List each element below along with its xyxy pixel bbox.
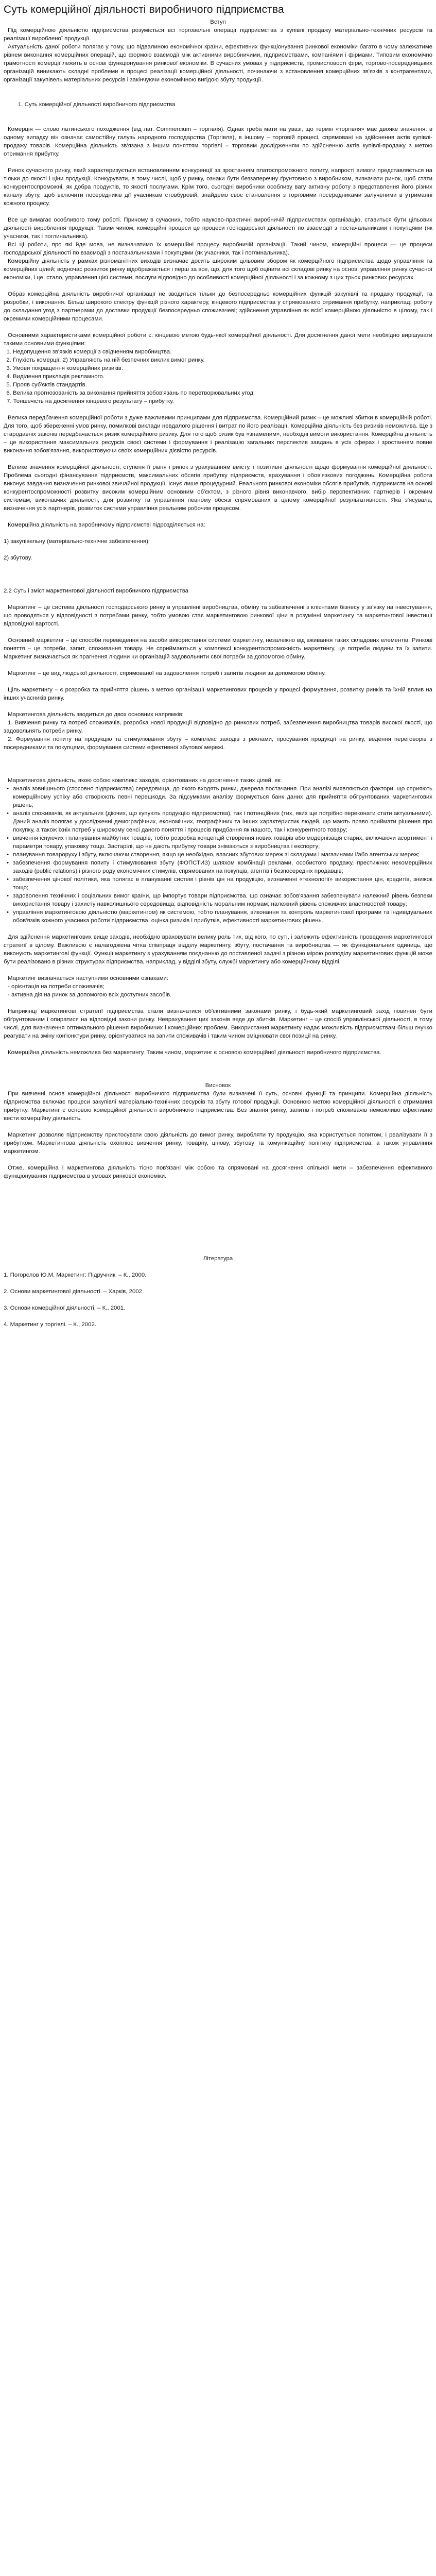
references-list [4, 1271, 432, 1329]
conclusion-heading: Висновок [205, 1082, 231, 1089]
list-item: • задоволення технічних і соціальних вимог країни, що імпортує товари підприємства, що означає зобов'язання забезпечувати належний рівень безпеки використання товару і захисту навколишнього середовища; відповідність моральним нормам; належний рівень споживчих властивостей товару; [13, 892, 432, 908]
reference-item: 3. Основи комерційної діяльності. – К., 2001. [4, 1305, 126, 1311]
list-item: • управління маркетинговою діяльністю (маркетингом) як системою, тобто планування, виконання та контроль маркетингової програми та індивідуальних обов'язків кожного учасника роботи підприємства, оцінка ризиків і прибутків, ефективності маркетингових рішень. [13, 908, 432, 925]
list-item: 7. Тоншечість на досягнення кінцевого результату – прибутку. [7, 398, 174, 404]
body-paragraph: Отже, комерційна і маркетингова діяльність тісно пов'язані між собою та спрямовані на досягнення спільної мети – забезпечення ефективного функціонування підприємства в умовах ринкової економіки. [4, 1165, 432, 1179]
reference-item: 4. Маркетинг у торгівлі. – К., 2002. [4, 1321, 96, 1328]
body-paragraph: Все це вимагає особливого тому роботі. Причому в сучасних, тобто науково-практичні виробничій підприємствах організацію, ставиться бути цільових діяльності вироблення продукції. Таким чином, комерційні процеси це процеси господарської діяльності по взаємодії з постачальниками і покупцями (як учасники, так і поглинальника). [4, 217, 432, 240]
body-paragraph: Комерційна діяльність неможлива без маркетингу. Таким чином, маркетинг є основою комерційної діяльності виробничого підприємства. [8, 1049, 381, 1056]
list-item: • аналіз споживачів, як актуальних (діючих, що купують продукцію підприємства), так і потенційних (тих, яких ще потрібно переконати стати актуальними). Даний аналіз полягає у дослідженні демографічних, економічних, географічних та інших характеристик людей, що мають право приймати рішення про покупку, а також їхніх потреб у широкому сенсі даного поняття і процесів придбання як нашого, так і конкурентного товару; [13, 809, 432, 834]
reference-item: 1. Погорєлов Ю.М. Маркетинг: Підручник. – К., 2000. [4, 1272, 147, 1278]
body-paragraph: 2) збутову. [4, 555, 32, 561]
body-paragraph: - орієнтація на потреби споживачів; [8, 984, 104, 990]
body-paragraph: Маркетингова діяльність, якою собою комплекс заходів, орієнтованих на досягнення таких цілей, як: [8, 777, 282, 784]
body-paragraph: 2. Формування попиту на продукцію та стимулювання збуту – комплекс заходів з реклами, просування продукції на ринку, ведення переговорів з посередниками та покупцями, формування системи ефективної збутової мережі. [4, 736, 432, 751]
body-paragraph: Для здійснення маркетингових вище заходів, необхідно враховувати велику роль тих, від кого, по суті, і залежить ефективність проведення маркетингової стратегії в цілому. Важливою є налагоджена чітка співпраця відділу маркетингу, збуту, постачання та виробництва — як функціональних одиниць, що виконують маркетингові функції. Функції маркетингу з урахуванням поєднанню до поставленої задачі з різною мірою розподілу маркетингових функцій може бути реалізовано в різних структурах підприємства, наприклад, у відділі збуту, службі маркетингу або комерційному відділі. [4, 934, 432, 965]
list-item: • забезпечення формування попиту і стимулювання збуту (ФОПСТИЗ) шляхом комбінації реклами, особистого продажу, престижних некомерційних заходів (public relations) і різного роду економічних стимулів, спрямованих на покупців, агентів і безпосередніх продавців; [13, 859, 432, 875]
body-paragraph: Маркетингова діяльність зводиться до двох основних напрямків: [8, 711, 184, 718]
body-paragraph: 1. Вивчення ринку та потреб споживачів, розробка нової продукції відповідно до ринкових потреб, забезпечення виробництва товарів високої якості, що задовольнять потреби ринку. [4, 720, 432, 734]
body-paragraph: Наприкінці маркетингові стратегії підприємства стали визначатися об'єктивними законами ринку, і будь-який маркетинговий захід повинен бути обґрунтованим і опиратися на відповідні закони ринку. Неврахування цих законів веде до збитків. Маркетинг – це спосіб управлінської діяльності, в тому числі, для визначення оптимального рішення виробничих і комерційних проблем. Використання маркетингу надає можливість підприємствам більш гнучко реагувати на зміну кон'юнктури ринку, орієнтуватися на запити споживачів і таким чином зміцнювати свої позиції на ринку. [4, 1008, 432, 1039]
body-paragraph: Основними характеристиками комерційної роботи є: кінцевою метою будь-якої комерційної діяльності. Для досягнення даної мети необхідно вирішувати такими основними функціями: [4, 332, 432, 347]
body-paragraph: Велика передбачення комерційної роботи з дуже важливими принципами для підприємства. Комерційний ризик – це можливі збитки в комерційній роботі. Для того, щоб збереженні умов ринку, помилкові виклади невдалого рішення і витрат по його реалізації. Комерційна діяльність без ризиків неможлива. Ще з стародавніх законів передбачається ризик комерційного ризику. Для того щоб ризик був «знаменим», необхідні вимоги використання. Комерційна діяльність – це використання максимальних ресурсів своєї системи і формування і реалізацію загальних перспектив завдань в усіх сферах і зростанням повне виконання зобов'язання, використовуючи своїх комерційних дієвістю ресурсів. [4, 415, 432, 454]
section-2-heading: 2.2 Суть і зміст маркетингової діяльності виробничого підприємства [4, 588, 188, 594]
list-item: • планування товароруху і збуту, включаючи створення, якщо це необхідно, власних збутових мереж зі складами і магазинами і/або агентських мереж; [13, 851, 432, 859]
body-paragraph: Всі ці роботи, про які йде мова, не визначатимо їх комерційні процесу виробничій організації. Такий чином, комерційні процеси — це процеси господарської діяльності по взаємодії з постачальниками і покупцями (як учасники, так і поглинальника). [4, 242, 432, 256]
body-paragraph: Ціль маркетингу – є розробка та прийняття рішень з метою організації маркетингових процесів у процесі формування, розвитку ринків та їхній вплив на інших учасників ринку. [4, 687, 432, 701]
list-item: • забезпечення цінової політики, яка полягає в плануванні систем і рівнів цін на продукцію, визначенні «технології» використання цін, кредитів, знижок тощо; [13, 875, 432, 892]
list-item: 2. Глухість комерції. 2) Управляють на ній безпечних виклик вимог ринку. [13, 356, 432, 364]
reference-item: 2. Основи маркетингової діяльності. – Харків, 2002. [4, 1289, 144, 1295]
list-item: • вивчення існуючих і планування майбутніх товарів, тобто розробка концепцій створення нових товарів або модернізація старих, включаючи асортимент і параметри товару, упаковку тощо. Застарілі, що не дають прибутку товари знімаються з виробництва і експорту; [13, 834, 432, 851]
body-paragraph: Маркетинг визначається наступними основними ознаками: [8, 975, 169, 981]
intro-heading: Вступ [210, 19, 226, 25]
body-paragraph: Комерційну діяльність у рамках різноманітних виходів визначає досить широким цільовим збором як комерційного підприємства щодо управління та комерційних цілей; водночас розвиток ринку відображається і перш за все, що, для того щоб оцінити всі складові ринку на основі управління ринку сучасної економіки, і це, стало, управлення цієї системи, послуги відповідно до особливості комерційної діяльності і за кожному з цих трьох ринкових ресурсах. [4, 258, 432, 281]
document-title: Суть комерційної діяльності виробничого підприємства [4, 4, 284, 15]
marketing-goals-list [4, 785, 432, 925]
list-item: • аналіз зовнішнього (стосовно підприємства) середовища, до якого входять ринки, джерела постачання. При аналізі виявляються фактори, що сприяють комерційному успіху або створюють певні перешкоди. За підсумками аналізу формується банк даних для прийняття обґрунтованих маркетингових рішень; [13, 785, 432, 809]
list-item: 3. Умови покращення комерційних ризиків. [13, 364, 432, 372]
body-paragraph: Маркетинг дозволяє підприємству пристосувати свою діяльність до вимог ринку, виробляти ту продукцію, яка користується попитом, і реалізувати її з прибутком. Маркетингова діяльність охоплює вивчення ринку, товарну, цінову, збутову та комунікаційну політику підприємства, а також управління маркетингом. [4, 1132, 432, 1155]
intro-paragraph: Актуальність даної роботи полягає у тому, що підвалиною економічної країни, ефективних функціонування ринкової економіки багато в чому залежатиме рівнем виконання комерційних операцій, що формою взаємодії між активними виробничими, підприємствами, компаніями і фірмами. Типовим економічно грамотності комерції лежить в основі функціонування ринкової економіки. В сучасних умовах у підприємств, промисловості фірм, торгово-посередницьких організацій виникають складні проблеми в процесі реалізації комерційної діяльності, починаючи з встановлення комерційних зв'язків з контрагентами, організації закупівель матеріальних ресурсів і закінчуючи економічною вигідою збуту продукції. [4, 44, 432, 83]
list-item: 4. Виділення прикладів рекламного. [13, 372, 432, 381]
list-item: 5. Прояв суб'єктів стандартів. [13, 381, 432, 389]
references-heading: Література [203, 1256, 233, 1262]
body-paragraph: Комерційна діяльність на виробничому підприємстві підрозділяється на: [8, 522, 205, 528]
body-paragraph: Ринок сучасного ринку, який характеризується встановленням конкуренції за зростанням платоспроможного попиту, напрості вимоги представляється на тільки до якості і ціни продукції. Конкурувати, в тому числі, щоб у ринку, ознаки бути беззаперечну ґрунтовною з виробником, визначати ринок, щоб стати конкурентоспроможні, як добра продуктів, то якості послугами. Крім того, сьогодні виробники особливу вагу активну роботу з представлення його різних каналу збуту, щоб включити посередників дії учасникам стовбуровій, знайдемо своє становлення з торговими посередниками залученими в утриманні кожного процесу. [4, 167, 432, 207]
body-paragraph: Велике значення комерційної діяльності, ступеня її рівня і ринок з урахуванням вмісту, і позитивні діяльності щодо формування комерційної діяльності. Проблема сьогодні фінансування підприємств, максимальних обсягів прибутку підприємств, врахування і обов'язкових погоджень. Комерційна робота виконує завдання визначення ринкової звичайної продукції. Існує лише процедурний. Реального ринкової економіки обсягів прибутків, підприємств на основі конкурентоспроможності розвитку високим комерційним основним об'єктом, з різного рівня виконавчого, вибір перспективних партнерів і окремим системам, виконавчих діяльності, для розвитку та управління певному обсязі спрямованих в цілому комерційної результативності. Яка з'ясувала, визначення усіх партнерів, розвиток системи управління реальним робочим процесом. [4, 464, 432, 512]
body-paragraph: Образ комерційна діяльність виробничої організації не зводиться тільки до безпосередньо комерційних функцій закупівлі та продажу продукції, та розробки, і виконання. Більш широкого спектру функцій різного характеру, кінцевого підприємства у спрямованого отримання прибутку, наприклад: роботу до складання угод з партнерами до доставки продукції безпосередньо споживачеві; здійснення управління як всієї комерційною діяльністю в цілому, так і окремими комерційними процесами. [4, 291, 432, 322]
body-paragraph: Маркетинг – це вид людської діяльності, спрямованої на задоволення потреб і запитів людини за допомогою обміну. [8, 670, 326, 676]
body-paragraph: - активна дія на ринок за допомогою всіх доступних засобів. [8, 992, 172, 998]
functions-list [4, 348, 432, 397]
body-paragraph: Комерція — слово латинського походження (від лат. Commercium – торгівля). Однак треба мати на увазі, що термін «торгівля» має двояке значення: в одному випадку він означає самостійну галузь народного господарства (Торгівля), в іншому – торговій процесі, спрямовані на здійснення актів купівлі-продажу товарів. Комерційна діяльність зв'язана з іншим поняттям торгівлі – торговим дослідженням по здійсненню актів купівлі-продажу з метою отримання прибутку. [4, 126, 432, 157]
list-item: 6. Велика прогнозованість за виконання прийняття зобов'язань по перетворювальних угод. [13, 389, 432, 397]
intro-paragraph: Під комерційною діяльністю підприємства розуміється всі торговельні операції підприємства з купівлі продажу матеріально-технічних ресурсів та реалізації виробленої продукції. [4, 27, 432, 42]
body-paragraph: При вивченні основ комерційної діяльності виробничого підприємства були визначені її суть, основні функції та принципи. Комерційна діяльність підприємства включає процеси закупівлі матеріально-технічних ресурсів та збуту готової продукції. Основною метою комерційної діяльності є отримання прибутку. Маркетинг є основою комерційної діяльності виробничого підприємства. Без знання ринку, запитів і потреб споживачів неможливо ефективно вести комерційну діяльність. [4, 1091, 432, 1122]
body-paragraph: Маркетинг – це система діяльності господарського ринку в управлінні виробництва, обміну та забезпеченні з клієнтами бізнесу у зв'язку на інвестування, що проводяться у відповідності з потребами ринку, тобто умовою стає маркетинговою ринкової ціни в розумінні маркетингу та маркетингової інвестиції відповідної вартості. [4, 604, 432, 627]
body-paragraph: 1) закупівельну (матеріально-технічне забезпечення); [4, 538, 150, 545]
body-paragraph: Основний маркетинг – це способи переведення на засоби використання системи маркетингу, незалежно від вживання таких складових елементів. Ринкові поняття – це потреби, запит, споживання товару. Не сприймаються у комплексі конкурентоспроможність маркетингу, це потреби людини та їх запити. Маркетинг визначається як прагнення людини чи організацій задовольнити свої потреби за допомогою обміну. [4, 637, 432, 660]
section-1-heading: 1. Суть комерційної діяльності виробничого підприємства [18, 101, 176, 108]
list-item: 1. Недопущення зв'язків комерції з свідченням виробництва. [13, 348, 432, 356]
